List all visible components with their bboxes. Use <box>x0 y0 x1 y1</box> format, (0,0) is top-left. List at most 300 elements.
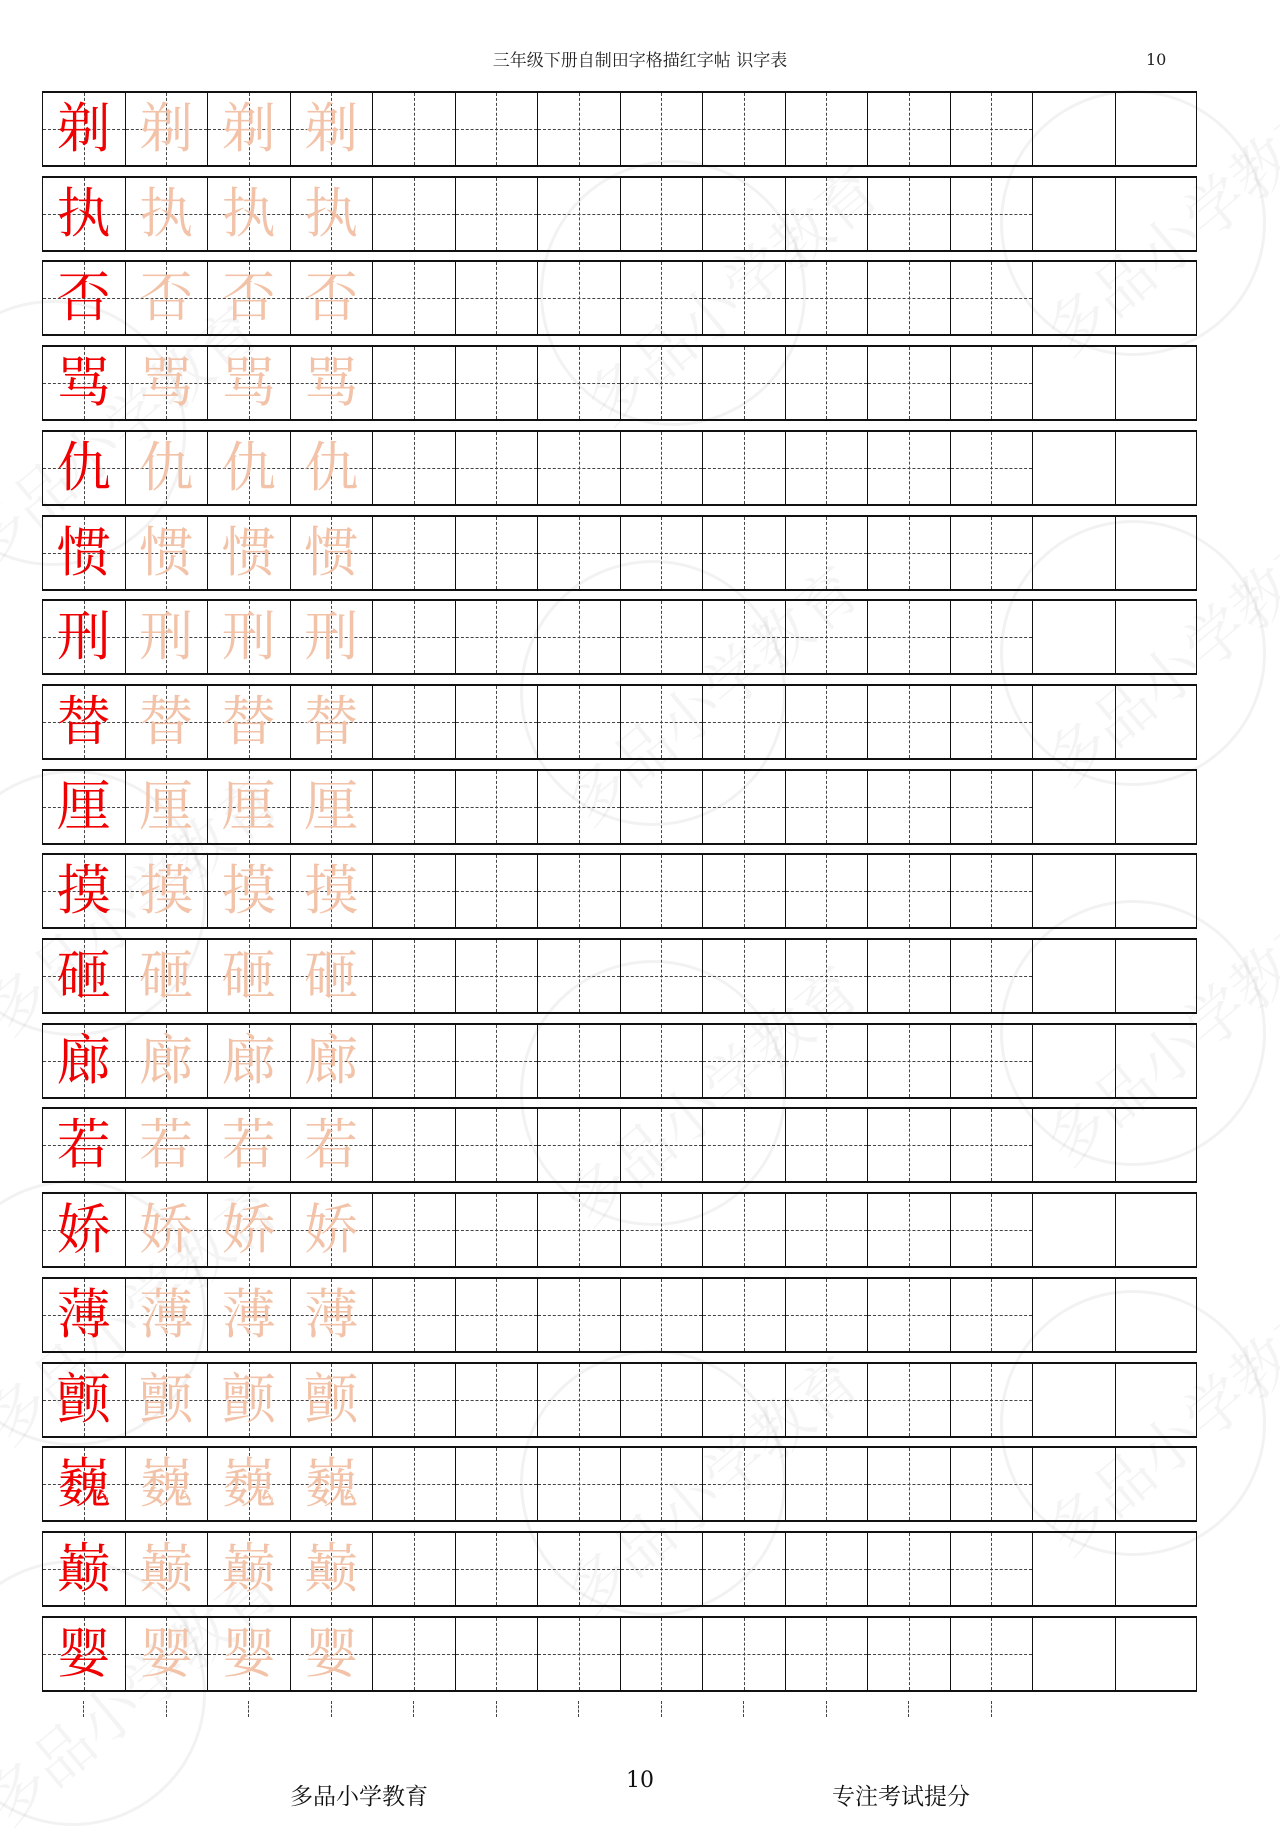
model-cell <box>42 347 125 419</box>
practice-cell <box>702 940 785 1012</box>
model-cell <box>42 1279 125 1351</box>
trace-cell <box>290 432 373 504</box>
trace-character: 剃 <box>139 97 194 160</box>
practice-cell <box>537 940 620 1012</box>
practice-cell <box>372 771 455 843</box>
trace-character: 巍 <box>139 1452 194 1516</box>
horizontal-guide-line <box>456 1315 538 1316</box>
practice-cell <box>537 1279 620 1351</box>
trace-character: 惯 <box>139 520 194 584</box>
trace-character: 摸 <box>139 859 194 923</box>
practice-cell <box>455 1364 538 1436</box>
trace-character: 巅 <box>304 1536 359 1600</box>
horizontal-guide-line <box>868 129 950 130</box>
trace-character: 执 <box>221 181 276 245</box>
trace-cell <box>125 855 208 927</box>
horizontal-guide-line <box>951 298 1033 299</box>
horizontal-guide-line <box>373 553 455 554</box>
horizontal-guide-line <box>868 637 950 638</box>
horizontal-guide-line <box>951 722 1033 723</box>
practice-cell <box>620 855 703 927</box>
practice-cell <box>537 432 620 504</box>
horizontal-guide-line <box>456 1484 538 1485</box>
practice-cell <box>620 1025 703 1097</box>
horizontal-guide-line <box>538 637 620 638</box>
blank-cell <box>1115 1279 1198 1351</box>
horizontal-guide-line <box>373 383 455 384</box>
model-character: 骂 <box>56 351 111 415</box>
blank-cell <box>1115 1533 1198 1605</box>
practice-cell <box>950 771 1033 843</box>
practice-cell <box>785 517 868 589</box>
trace-character: 骂 <box>139 351 194 415</box>
practice-cell <box>372 432 455 504</box>
practice-cell <box>372 1533 455 1605</box>
horizontal-guide-line <box>456 1230 538 1231</box>
trace-character: 薄 <box>304 1282 359 1346</box>
practice-cell <box>867 1109 950 1181</box>
practice-cell <box>620 1194 703 1266</box>
horizontal-guide-line <box>703 553 785 554</box>
horizontal-guide-line <box>621 722 703 723</box>
practice-cell <box>867 686 950 758</box>
horizontal-guide-line <box>786 976 868 977</box>
practice-cell <box>620 601 703 673</box>
model-cell <box>42 1533 125 1605</box>
blank-cell <box>1032 1109 1115 1181</box>
practice-cell <box>537 1194 620 1266</box>
practice-cell <box>785 432 868 504</box>
horizontal-guide-line <box>868 553 950 554</box>
practice-row <box>42 345 1197 421</box>
horizontal-guide-line <box>621 1145 703 1146</box>
blank-cell <box>1032 601 1115 673</box>
trace-character: 刑 <box>304 605 359 669</box>
practice-cell <box>785 1618 868 1690</box>
model-character: 否 <box>56 266 111 330</box>
horizontal-guide-line <box>621 1484 703 1485</box>
blank-cell <box>1115 686 1198 758</box>
model-character: 执 <box>56 181 111 245</box>
horizontal-guide-line <box>786 891 868 892</box>
practice-cell <box>537 1448 620 1520</box>
practice-cell <box>702 1279 785 1351</box>
bottom-tick <box>661 1701 662 1717</box>
horizontal-guide-line <box>703 1654 785 1655</box>
practice-cell <box>702 517 785 589</box>
practice-cell <box>950 1448 1033 1520</box>
trace-cell <box>207 601 290 673</box>
horizontal-guide-line <box>456 214 538 215</box>
bottom-tick <box>578 1701 579 1717</box>
practice-cell <box>620 347 703 419</box>
practice-cell <box>620 1109 703 1181</box>
trace-cell <box>125 601 208 673</box>
practice-cell <box>372 517 455 589</box>
practice-cell <box>455 1194 538 1266</box>
practice-cell <box>785 347 868 419</box>
horizontal-guide-line <box>621 1315 703 1316</box>
horizontal-guide-line <box>538 214 620 215</box>
horizontal-guide-line <box>951 1145 1033 1146</box>
practice-cell <box>702 1364 785 1436</box>
trace-character: 厘 <box>139 774 194 838</box>
horizontal-guide-line <box>456 468 538 469</box>
trace-character: 砸 <box>139 944 194 1007</box>
horizontal-guide-line <box>538 468 620 469</box>
practice-cell <box>950 1194 1033 1266</box>
horizontal-guide-line <box>786 1230 868 1231</box>
trace-cell <box>125 517 208 589</box>
bottom-guide-ticks <box>42 1701 1032 1721</box>
bottom-tick <box>331 1701 332 1717</box>
blank-cell <box>1032 1364 1115 1436</box>
practice-cell <box>867 771 950 843</box>
trace-character: 骂 <box>304 351 359 415</box>
model-character: 娇 <box>56 1198 111 1262</box>
practice-cell <box>372 1025 455 1097</box>
practice-cell <box>372 940 455 1012</box>
trace-character: 厘 <box>304 774 359 838</box>
practice-cell <box>785 1109 868 1181</box>
practice-cell <box>537 1618 620 1690</box>
horizontal-guide-line <box>868 976 950 977</box>
practice-cell <box>785 940 868 1012</box>
practice-cell <box>620 93 703 165</box>
trace-cell <box>125 1194 208 1266</box>
horizontal-guide-line <box>786 1061 868 1062</box>
blank-cell <box>1032 432 1115 504</box>
practice-cell <box>867 262 950 334</box>
practice-cell <box>372 1364 455 1436</box>
practice-cell <box>702 601 785 673</box>
horizontal-guide-line <box>703 891 785 892</box>
practice-row <box>42 1531 1197 1607</box>
trace-cell <box>125 771 208 843</box>
horizontal-guide-line <box>703 214 785 215</box>
horizontal-guide-line <box>373 891 455 892</box>
horizontal-guide-line <box>868 722 950 723</box>
practice-cell <box>455 178 538 250</box>
practice-cell <box>702 771 785 843</box>
practice-cell <box>785 93 868 165</box>
trace-cell <box>290 1279 373 1351</box>
practice-cell <box>455 1533 538 1605</box>
trace-character: 摸 <box>221 859 276 923</box>
horizontal-guide-line <box>456 976 538 977</box>
practice-row <box>42 1023 1197 1099</box>
trace-character: 替 <box>139 689 194 753</box>
trace-cell <box>125 1618 208 1690</box>
horizontal-guide-line <box>786 637 868 638</box>
practice-cell <box>867 1364 950 1436</box>
practice-cell <box>950 178 1033 250</box>
blank-cell <box>1115 517 1198 589</box>
practice-cell <box>620 1364 703 1436</box>
horizontal-guide-line <box>538 129 620 130</box>
practice-cell <box>537 347 620 419</box>
blank-cell <box>1115 1194 1198 1266</box>
blank-cell <box>1115 93 1198 165</box>
trace-cell <box>207 517 290 589</box>
horizontal-guide-line <box>703 722 785 723</box>
trace-cell <box>207 93 290 165</box>
practice-cell <box>867 855 950 927</box>
horizontal-guide-line <box>621 214 703 215</box>
model-character: 廊 <box>56 1028 111 1092</box>
horizontal-guide-line <box>538 1230 620 1231</box>
horizontal-guide-line <box>951 807 1033 808</box>
practice-cell <box>620 940 703 1012</box>
practice-cell <box>455 93 538 165</box>
blank-cell <box>1032 1279 1115 1351</box>
horizontal-guide-line <box>703 1315 785 1316</box>
practice-grid <box>42 91 1197 1701</box>
practice-row <box>42 515 1197 591</box>
practice-cell <box>620 1279 703 1351</box>
practice-cell <box>950 1279 1033 1351</box>
model-character: 婴 <box>56 1621 111 1685</box>
trace-cell <box>290 1025 373 1097</box>
bottom-tick <box>743 1701 744 1717</box>
practice-cell <box>455 432 538 504</box>
horizontal-guide-line <box>373 129 455 130</box>
horizontal-guide-line <box>373 468 455 469</box>
practice-cell <box>950 601 1033 673</box>
practice-row <box>42 91 1197 167</box>
trace-character: 颤 <box>139 1367 194 1431</box>
header-page-number: 10 <box>1146 50 1167 69</box>
horizontal-guide-line <box>373 637 455 638</box>
trace-cell <box>290 178 373 250</box>
horizontal-guide-line <box>951 468 1033 469</box>
practice-cell <box>785 771 868 843</box>
horizontal-guide-line <box>868 1145 950 1146</box>
model-character: 替 <box>56 689 111 753</box>
trace-cell <box>125 432 208 504</box>
practice-row <box>42 1362 1197 1438</box>
blank-cell <box>1115 940 1198 1012</box>
blank-cell <box>1032 855 1115 927</box>
practice-cell <box>785 262 868 334</box>
horizontal-guide-line <box>703 468 785 469</box>
horizontal-guide-line <box>951 214 1033 215</box>
horizontal-guide-line <box>951 1654 1033 1655</box>
model-character: 摸 <box>56 859 111 923</box>
bottom-tick <box>166 1701 167 1717</box>
trace-cell <box>290 940 373 1012</box>
practice-row <box>42 684 1197 760</box>
trace-cell <box>125 1109 208 1181</box>
horizontal-guide-line <box>703 1484 785 1485</box>
model-cell <box>42 517 125 589</box>
trace-character: 娇 <box>139 1198 194 1262</box>
horizontal-guide-line <box>951 1484 1033 1485</box>
practice-cell <box>950 1364 1033 1436</box>
horizontal-guide-line <box>786 1569 868 1570</box>
horizontal-guide-line <box>951 1569 1033 1570</box>
practice-row <box>42 1277 1197 1353</box>
horizontal-guide-line <box>951 383 1033 384</box>
practice-cell <box>620 1448 703 1520</box>
trace-cell <box>290 1364 373 1436</box>
horizontal-guide-line <box>868 1230 950 1231</box>
trace-character: 若 <box>304 1113 359 1177</box>
practice-row <box>42 430 1197 506</box>
horizontal-guide-line <box>373 1569 455 1570</box>
practice-cell <box>785 178 868 250</box>
blank-cell <box>1115 178 1198 250</box>
horizontal-guide-line <box>786 129 868 130</box>
horizontal-guide-line <box>538 1061 620 1062</box>
practice-cell <box>867 1279 950 1351</box>
practice-cell <box>867 1448 950 1520</box>
practice-cell <box>537 686 620 758</box>
horizontal-guide-line <box>703 129 785 130</box>
horizontal-guide-line <box>951 976 1033 977</box>
trace-character: 摸 <box>304 859 359 923</box>
model-cell <box>42 1109 125 1181</box>
blank-cell <box>1032 1618 1115 1690</box>
practice-cell <box>702 178 785 250</box>
trace-character: 廊 <box>139 1028 194 1092</box>
practice-cell <box>537 93 620 165</box>
trace-cell <box>125 93 208 165</box>
trace-character: 巅 <box>221 1536 276 1600</box>
practice-cell <box>455 1448 538 1520</box>
horizontal-guide-line <box>621 383 703 384</box>
trace-character: 剃 <box>304 97 359 160</box>
trace-character: 薄 <box>139 1282 194 1346</box>
practice-cell <box>785 601 868 673</box>
trace-character: 娇 <box>304 1198 359 1262</box>
practice-cell <box>950 686 1033 758</box>
practice-cell <box>537 517 620 589</box>
practice-cell <box>950 262 1033 334</box>
horizontal-guide-line <box>868 1569 950 1570</box>
blank-cell <box>1032 93 1115 165</box>
practice-row <box>42 769 1197 845</box>
bottom-tick <box>248 1701 249 1717</box>
practice-cell <box>372 1279 455 1351</box>
trace-cell <box>207 178 290 250</box>
trace-character: 若 <box>221 1113 276 1177</box>
practice-cell <box>455 1279 538 1351</box>
practice-cell <box>620 1533 703 1605</box>
horizontal-guide-line <box>786 1400 868 1401</box>
practice-cell <box>702 262 785 334</box>
model-cell <box>42 432 125 504</box>
practice-cell <box>950 855 1033 927</box>
horizontal-guide-line <box>621 1061 703 1062</box>
trace-cell <box>290 1194 373 1266</box>
blank-cell <box>1115 855 1198 927</box>
trace-character: 刑 <box>139 605 194 669</box>
model-character: 薄 <box>56 1282 111 1346</box>
practice-cell <box>950 93 1033 165</box>
practice-cell <box>867 1025 950 1097</box>
horizontal-guide-line <box>538 1654 620 1655</box>
horizontal-guide-line <box>456 891 538 892</box>
blank-cell <box>1115 1025 1198 1097</box>
trace-cell <box>125 178 208 250</box>
practice-cell <box>702 686 785 758</box>
practice-cell <box>620 1618 703 1690</box>
horizontal-guide-line <box>456 1145 538 1146</box>
horizontal-guide-line <box>456 637 538 638</box>
model-character: 刑 <box>56 605 111 669</box>
blank-cell <box>1115 1618 1198 1690</box>
practice-cell <box>950 1109 1033 1181</box>
trace-character: 替 <box>221 689 276 753</box>
practice-cell <box>702 1618 785 1690</box>
practice-cell <box>455 686 538 758</box>
practice-cell <box>867 1194 950 1266</box>
practice-cell <box>620 771 703 843</box>
horizontal-guide-line <box>868 1484 950 1485</box>
trace-cell <box>125 347 208 419</box>
horizontal-guide-line <box>621 553 703 554</box>
practice-cell <box>537 1364 620 1436</box>
blank-cell <box>1115 262 1198 334</box>
practice-cell <box>372 855 455 927</box>
practice-cell <box>702 1533 785 1605</box>
trace-character: 若 <box>139 1113 194 1177</box>
practice-cell <box>867 178 950 250</box>
model-cell <box>42 686 125 758</box>
trace-cell <box>207 432 290 504</box>
practice-cell <box>867 1618 950 1690</box>
horizontal-guide-line <box>621 1230 703 1231</box>
trace-cell <box>125 1025 208 1097</box>
footer-left-text: 多品小学教育 <box>290 1784 428 1810</box>
header-title: 三年级下册自制田字格描红字帖 识字表 <box>492 51 788 71</box>
trace-cell <box>125 262 208 334</box>
practice-cell <box>455 771 538 843</box>
trace-cell <box>290 262 373 334</box>
trace-cell <box>207 686 290 758</box>
horizontal-guide-line <box>373 214 455 215</box>
practice-cell <box>867 93 950 165</box>
horizontal-guide-line <box>703 298 785 299</box>
model-cell <box>42 855 125 927</box>
practice-row <box>42 1616 1197 1692</box>
practice-cell <box>537 601 620 673</box>
model-cell <box>42 178 125 250</box>
trace-cell <box>207 1025 290 1097</box>
model-cell <box>42 1194 125 1266</box>
blank-cell <box>1032 178 1115 250</box>
horizontal-guide-line <box>703 976 785 977</box>
horizontal-guide-line <box>538 722 620 723</box>
blank-cell <box>1115 432 1198 504</box>
trace-character: 仇 <box>304 435 359 499</box>
practice-cell <box>455 1618 538 1690</box>
horizontal-guide-line <box>951 637 1033 638</box>
horizontal-guide-line <box>951 891 1033 892</box>
trace-character: 惯 <box>304 520 359 584</box>
horizontal-guide-line <box>621 129 703 130</box>
model-cell <box>42 1618 125 1690</box>
practice-cell <box>537 855 620 927</box>
trace-character: 砸 <box>304 944 359 1007</box>
model-cell <box>42 601 125 673</box>
horizontal-guide-line <box>373 976 455 977</box>
trace-cell <box>125 1533 208 1605</box>
practice-cell <box>620 262 703 334</box>
trace-cell <box>207 1533 290 1605</box>
practice-row <box>42 260 1197 336</box>
